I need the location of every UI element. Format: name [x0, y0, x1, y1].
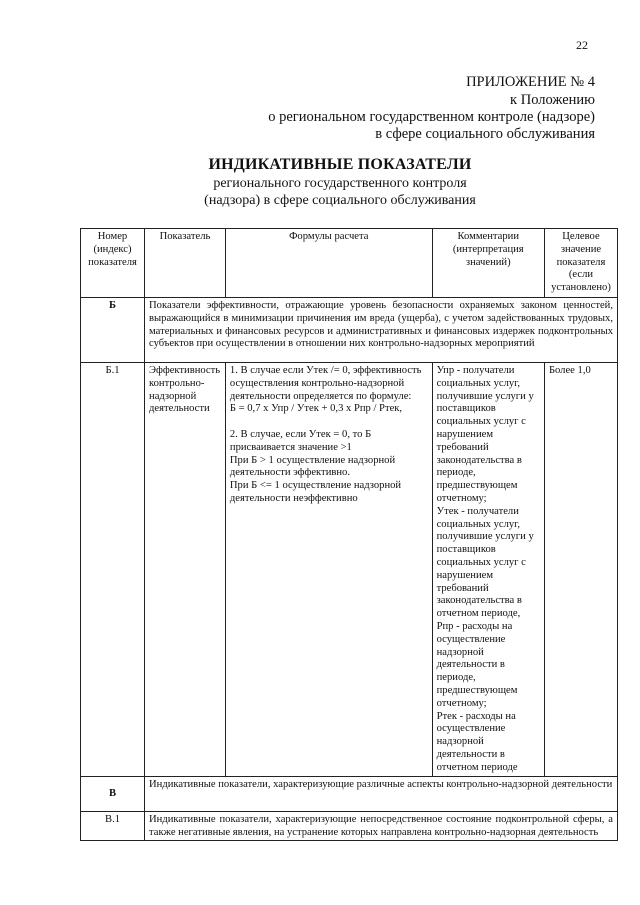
row-target: Более 1,0	[544, 362, 617, 777]
appendix-line-2: к Положению	[510, 92, 595, 108]
header-target: Целевое значение показателя (если установлено)	[544, 229, 617, 298]
row-code: Б.1	[81, 362, 145, 777]
row-code: Б	[81, 297, 145, 362]
row-comments: Упр - получатели социальных услуг, получившие услуги у поставщиков социальных услуг с нарушением требований законодательства в периоде, предшествующем отчетному; Утек - получатели социальных услуг, получившие услуги у поставщиков социальных услуг с нарушением требований законодательства в отчетном периоде, Рпр - расходы на осуществление надзорной деятельности в периоде, предшествующем отчетному; Ртек - расходы на осуществление надзорной деятельности в отчетном периоде	[432, 362, 544, 777]
row-formula: 1. В случае если Утек /= 0, эффективность осуществления контрольно-надзорной деятельности определяется по формуле: Б = 0,7 х Упр / Утек + 0,3 х Рпр / Ртек, 2. В случае, если Утек = 0, то Б присваивается значение >1 При Б > 1 осуществление надзорной деятельности эффективно. При Б <= 1 осуществление надзорной деятельности неэффективно	[225, 362, 432, 777]
row-code: В.1	[81, 812, 145, 841]
header-index: Номер (индекс) показателя	[81, 229, 145, 298]
row-text: Показатели эффективности, отражающие уровень безопасности охраняемых законом ценностей, выражающийся в минимизации причинения им вреда (ущерба), с учетом задействованных трудовых, материальных и финансовых ресурсов и административных и финансовых издержек подконтрольных субъектов при осуществлении в отношении них контрольно-надзорных мероприятий	[145, 297, 618, 362]
appendix-title: ПРИЛОЖЕНИЕ № 4	[466, 74, 595, 90]
header-indicator: Показатель	[145, 229, 226, 298]
heading-sub-1: регионального государственного контроля	[213, 176, 467, 191]
heading-sub-2: (надзора) в сфере социального обслуживания	[204, 193, 476, 208]
appendix-line-4: в сфере социального обслуживания	[375, 126, 595, 142]
table-header-row	[81, 229, 618, 298]
header-formula: Формулы расчета	[225, 229, 432, 298]
table-row	[81, 777, 618, 812]
table-row	[81, 812, 618, 841]
row-code: В	[81, 777, 145, 812]
indicators-table	[80, 228, 618, 841]
row-text-content: Индикативные показатели, характеризующие непосредственное состояние подконтрольной сферы, а также негативные явления, на устранение которых направлена контрольно-надзорная деятельность	[149, 814, 613, 839]
row-text	[145, 812, 618, 841]
header-comments: Комментарии (интерпретация значений)	[432, 229, 544, 298]
table-row	[81, 362, 618, 777]
document-heading	[140, 155, 540, 209]
appendix-line-3: о региональном государственном контроле (надзоре)	[268, 109, 595, 125]
row-text: Индикативные показатели, характеризующие различные аспекты контрольно-надзорной деятельности	[145, 777, 618, 812]
page-number: 22	[576, 38, 588, 52]
table-row	[81, 297, 618, 362]
row-indicator: Эффективность контрольно-надзорной деятельности	[145, 362, 226, 777]
heading-main: ИНДИКАТИВНЫЕ ПОКАЗАТЕЛИ	[208, 156, 472, 173]
